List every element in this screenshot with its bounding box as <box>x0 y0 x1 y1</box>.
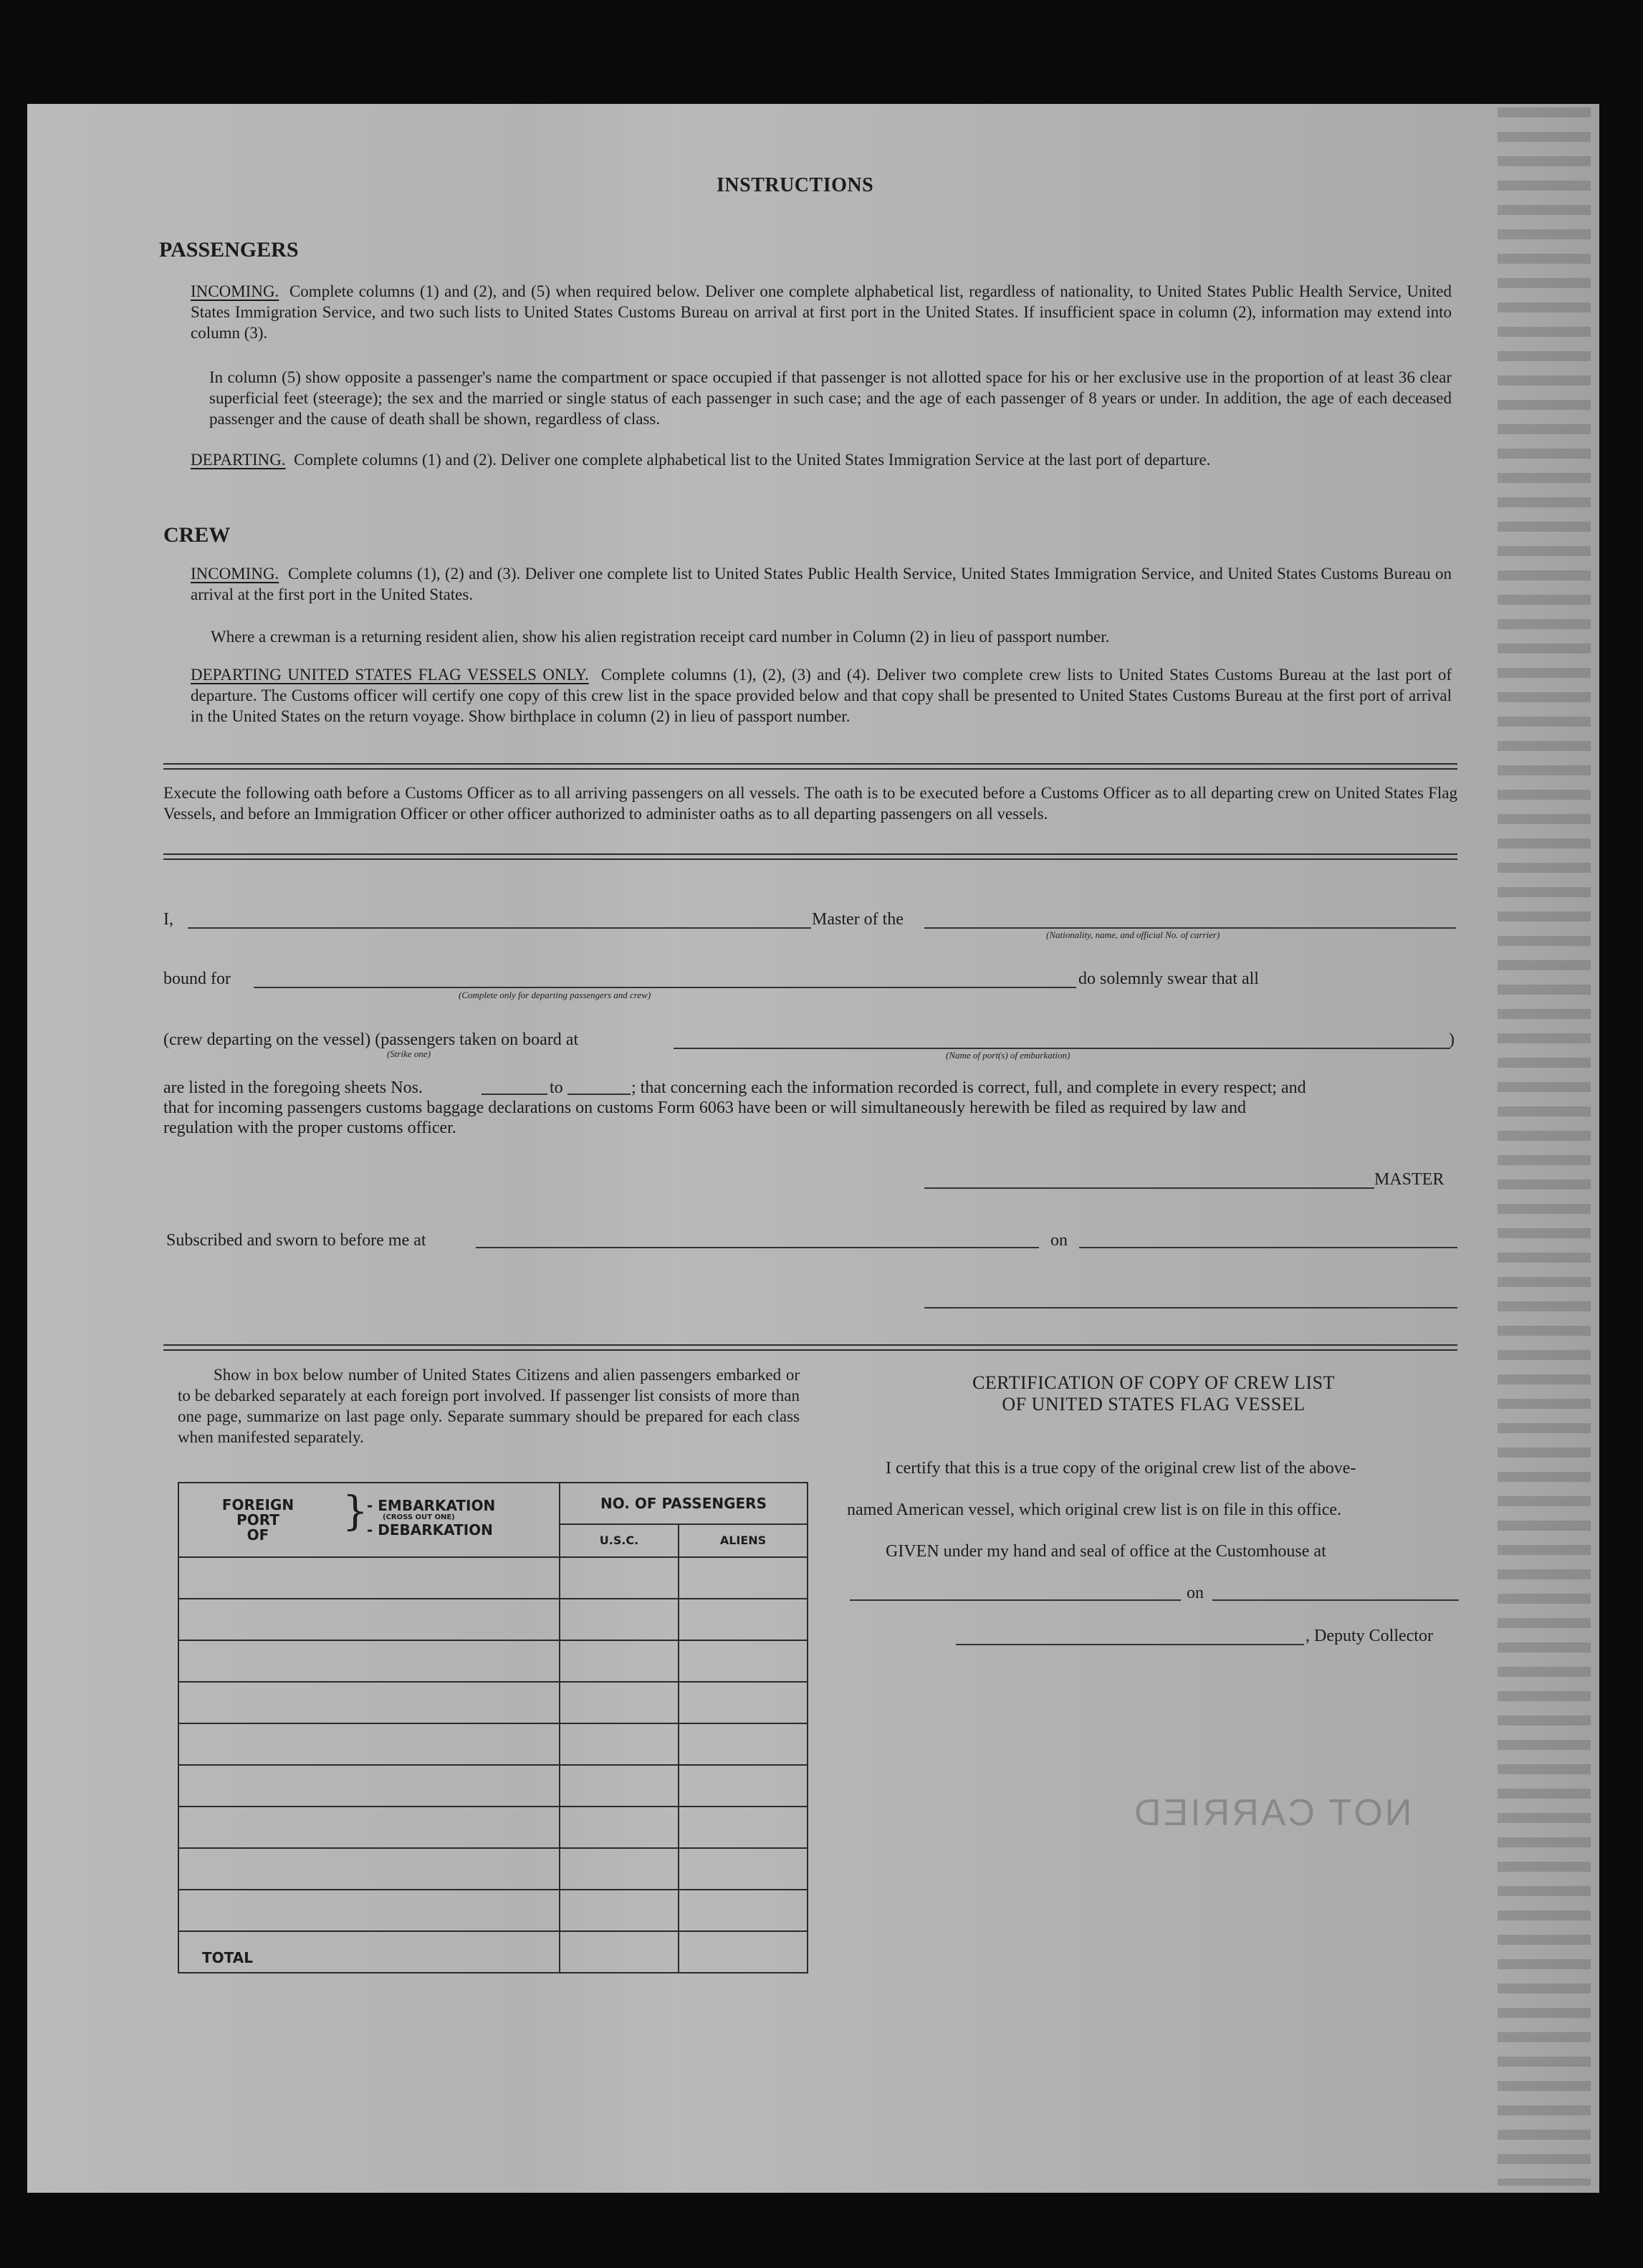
port-cell[interactable] <box>178 1890 560 1931</box>
port-cell[interactable] <box>178 1682 560 1723</box>
carrier-note: (Nationality, name, and official No. of carrier) <box>1046 929 1220 940</box>
usc-cell[interactable] <box>560 1640 679 1682</box>
passengers-departing-text: Complete columns (1) and (2). Deliver one complete alphabetical list to the United States Immigration Service at the last port of departure. <box>294 451 1211 469</box>
master-signature-field[interactable] <box>924 1187 1374 1189</box>
master-name-field[interactable] <box>188 927 811 929</box>
passengers-incoming-label: INCOMING. <box>191 282 279 300</box>
embark-debark-header <box>367 1498 495 1538</box>
usc-total-cell[interactable] <box>560 1931 679 1973</box>
bound-for-field[interactable] <box>254 987 1076 988</box>
certification-title-line-2: OF UNITED STATES FLAG VESSEL <box>1002 1394 1306 1415</box>
cross-out-note: (CROSS OUT ONE) <box>383 1513 455 1521</box>
debarkation-option[interactable]: - DEBARKATION <box>367 1521 493 1539</box>
carrier-field[interactable] <box>924 927 1456 929</box>
passenger-summary-table <box>178 1482 808 1973</box>
passengers-departing-label: DEPARTING. <box>191 451 286 469</box>
officer-signature-field[interactable] <box>924 1307 1457 1308</box>
listed-text-b: ; that concerning each the information recorded is correct, full, and complete in every respect; and <box>631 1078 1306 1097</box>
usc-cell[interactable] <box>560 1890 679 1931</box>
usc-header: U.S.C. <box>560 1525 679 1556</box>
bleed-through-strip <box>1498 107 1591 2186</box>
passengers-incoming-paragraph <box>191 281 1452 343</box>
crew-departing-paragraph <box>191 664 1452 727</box>
port-header-line: PORT <box>236 1511 279 1528</box>
port-cell[interactable] <box>178 1599 560 1640</box>
aliens-cell[interactable] <box>679 1640 808 1682</box>
crew-departing-text: Complete columns (1), (2), (3) and (4). Deliver two complete crew lists to United States Customs Bureau at the last port of departure. The Customs officer will certify one copy of this crew list in the space provided below and that copy shall be presented to United States Customs Bureau at the first port of arrival in the United States on the return voyage. Show birthplace in column (2) in lieu of passport number. <box>191 666 1452 725</box>
crew-incoming-text: Complete columns (1), (2) and (3). Deliver one complete list to United States Public Health Service, United States Immigration Service, and United States Customs Bureau on arrival at the first port in the United States. <box>191 565 1452 603</box>
certification-title <box>846 1372 1462 1415</box>
crew-incoming-paragraph <box>191 563 1452 605</box>
aliens-cell[interactable] <box>679 1723 808 1765</box>
bound-for-label: bound for <box>163 970 231 988</box>
certification-title-line-1: CERTIFICATION OF COPY OF CREW LIST <box>972 1372 1335 1393</box>
divider-double <box>163 853 1457 860</box>
aliens-cell[interactable] <box>679 1599 808 1640</box>
aliens-cell[interactable] <box>679 1890 808 1931</box>
listed-text-c: that for incoming passengers customs baggage declarations on customs Form 6063 have been or will simultaneously herewith be filed as required by law and <box>163 1099 1246 1117</box>
usc-cell[interactable] <box>560 1557 679 1599</box>
crew-departing-label: (crew departing on the vessel) (passengers taken on board at <box>163 1030 579 1049</box>
aliens-total-cell[interactable] <box>679 1931 808 1973</box>
sheet-from-field[interactable] <box>482 1094 547 1095</box>
listed-text-d: regulation with the proper customs officer. <box>163 1119 456 1137</box>
oath-i-label: I, <box>163 910 173 929</box>
aliens-cell[interactable] <box>679 1557 808 1599</box>
strike-note: (Strike one) <box>387 1048 431 1059</box>
usc-cell[interactable] <box>560 1848 679 1890</box>
passengers-column5-paragraph: In column (5) show opposite a passenger's name the compartment or space occupied if that passenger is not allotted space for his or her exclusive use in the proportion of at least 36 clear superficial feet (steerage); the sex and the married or single status of each passenger in such case; and the age of each passenger of 8 years or under. In addition, the age of each deceased passenger and the cause of death shall be shown, regardless of class. <box>209 368 1452 428</box>
port-cell[interactable] <box>178 1640 560 1682</box>
passengers-departing-paragraph <box>191 449 1452 470</box>
bleed-through-stamp: NOT CARRIED <box>1132 1792 1412 1834</box>
total-label: TOTAL <box>178 1931 560 1973</box>
swear-label: do solemnly swear that all <box>1078 970 1259 988</box>
summary-instructions: Show in box below number of United States Citizens and alien passengers embarked or to be debarked separately at each foreign port involved. If passenger list consists of more than one page, summarize on last page only. Separate summary should be prepared for each class when manifested separately. <box>178 1366 800 1446</box>
ports-note: (Name of port(s) of embarkation) <box>946 1050 1070 1061</box>
port-header <box>208 1498 308 1543</box>
crew-departing-label: DEPARTING UNITED STATES FLAG VESSELS ONLY. <box>191 666 589 684</box>
certification-line-3: GIVEN under my hand and seal of office at the Customhouse at <box>886 1542 1326 1561</box>
deputy-signature-field[interactable] <box>956 1644 1304 1645</box>
passengers-count-header <box>560 1483 808 1557</box>
crew-heading: CREW <box>163 523 231 547</box>
bound-for-note: (Complete only for departing passengers and crew) <box>459 990 651 1000</box>
sheet-to-field[interactable] <box>567 1094 631 1095</box>
usc-cell[interactable] <box>560 1765 679 1807</box>
certification-on-label: on <box>1187 1584 1204 1602</box>
oath-intro: Execute the following oath before a Customs Officer as to all arriving passengers on all vessels. The oath is to be executed before a Customs Officer as to all departing crew on United States Flag Vessels, and before an Immigration Officer or other officer authorized to administer oaths as to all departing passengers on all vessels. <box>163 784 1457 823</box>
aliens-cell[interactable] <box>679 1682 808 1723</box>
no-passengers-header: NO. OF PASSENGERS <box>560 1483 807 1525</box>
port-cell[interactable] <box>178 1723 560 1765</box>
certification-line-1: I certify that this is a true copy of the original crew list of the above- <box>886 1459 1356 1478</box>
close-paren: ) <box>1449 1030 1455 1049</box>
customhouse-field[interactable] <box>850 1599 1181 1601</box>
divider-double <box>163 1344 1457 1351</box>
listed-sheets-label: are listed in the foregoing sheets Nos. <box>163 1078 423 1097</box>
certification-date-field[interactable] <box>1212 1599 1459 1601</box>
crew-resident-paragraph: Where a crewman is a returning resident alien, show his alien registration receipt card number in Column (2) in lieu of passport number. <box>211 628 1110 646</box>
subscribed-date-field[interactable] <box>1079 1247 1457 1248</box>
aliens-cell[interactable] <box>679 1765 808 1807</box>
certification-line-2: named American vessel, which original crew list is on file in this office. <box>847 1501 1342 1519</box>
brace-icon: } <box>343 1488 368 1535</box>
divider-double <box>163 763 1457 770</box>
port-cell[interactable] <box>178 1765 560 1807</box>
port-header-cell <box>178 1483 560 1557</box>
aliens-cell[interactable] <box>679 1848 808 1890</box>
subscribed-place-field[interactable] <box>476 1247 1039 1248</box>
port-header-line: FOREIGN <box>221 1496 294 1513</box>
deputy-collector-label: , Deputy Collector <box>1306 1627 1433 1645</box>
port-cell[interactable] <box>178 1807 560 1848</box>
usc-cell[interactable] <box>560 1807 679 1848</box>
passengers-heading: PASSENGERS <box>159 238 299 262</box>
page-title: INSTRUCTIONS <box>717 174 874 196</box>
subscribed-on-label: on <box>1050 1231 1068 1250</box>
ports-field[interactable] <box>674 1048 1450 1049</box>
master-of-label: Master of the <box>812 910 904 929</box>
usc-cell[interactable] <box>560 1723 679 1765</box>
usc-cell[interactable] <box>560 1682 679 1723</box>
port-cell[interactable] <box>178 1848 560 1890</box>
aliens-cell[interactable] <box>679 1807 808 1848</box>
embarkation-option[interactable]: - EMBARKATION <box>367 1497 496 1514</box>
aliens-header: ALIENS <box>719 1533 767 1547</box>
listed-to-label: to <box>550 1078 563 1097</box>
subscribed-label: Subscribed and sworn to before me at <box>166 1231 426 1250</box>
port-cell[interactable] <box>178 1557 560 1599</box>
passengers-incoming-text: Complete columns (1) and (2), and (5) when required below. Deliver one complete alphabetical list, regardless of nationality, to United States Public Health Service, United States Immigration Service, and two such lists to United States Customs Bureau on arrival at first port in the United States. If insufficient space in column (2), information may extend into column (3). <box>191 282 1452 342</box>
port-header-line: OF <box>246 1526 269 1544</box>
crew-incoming-label: INCOMING. <box>191 565 279 583</box>
usc-cell[interactable] <box>560 1599 679 1640</box>
master-signature-label: MASTER <box>1374 1170 1445 1189</box>
